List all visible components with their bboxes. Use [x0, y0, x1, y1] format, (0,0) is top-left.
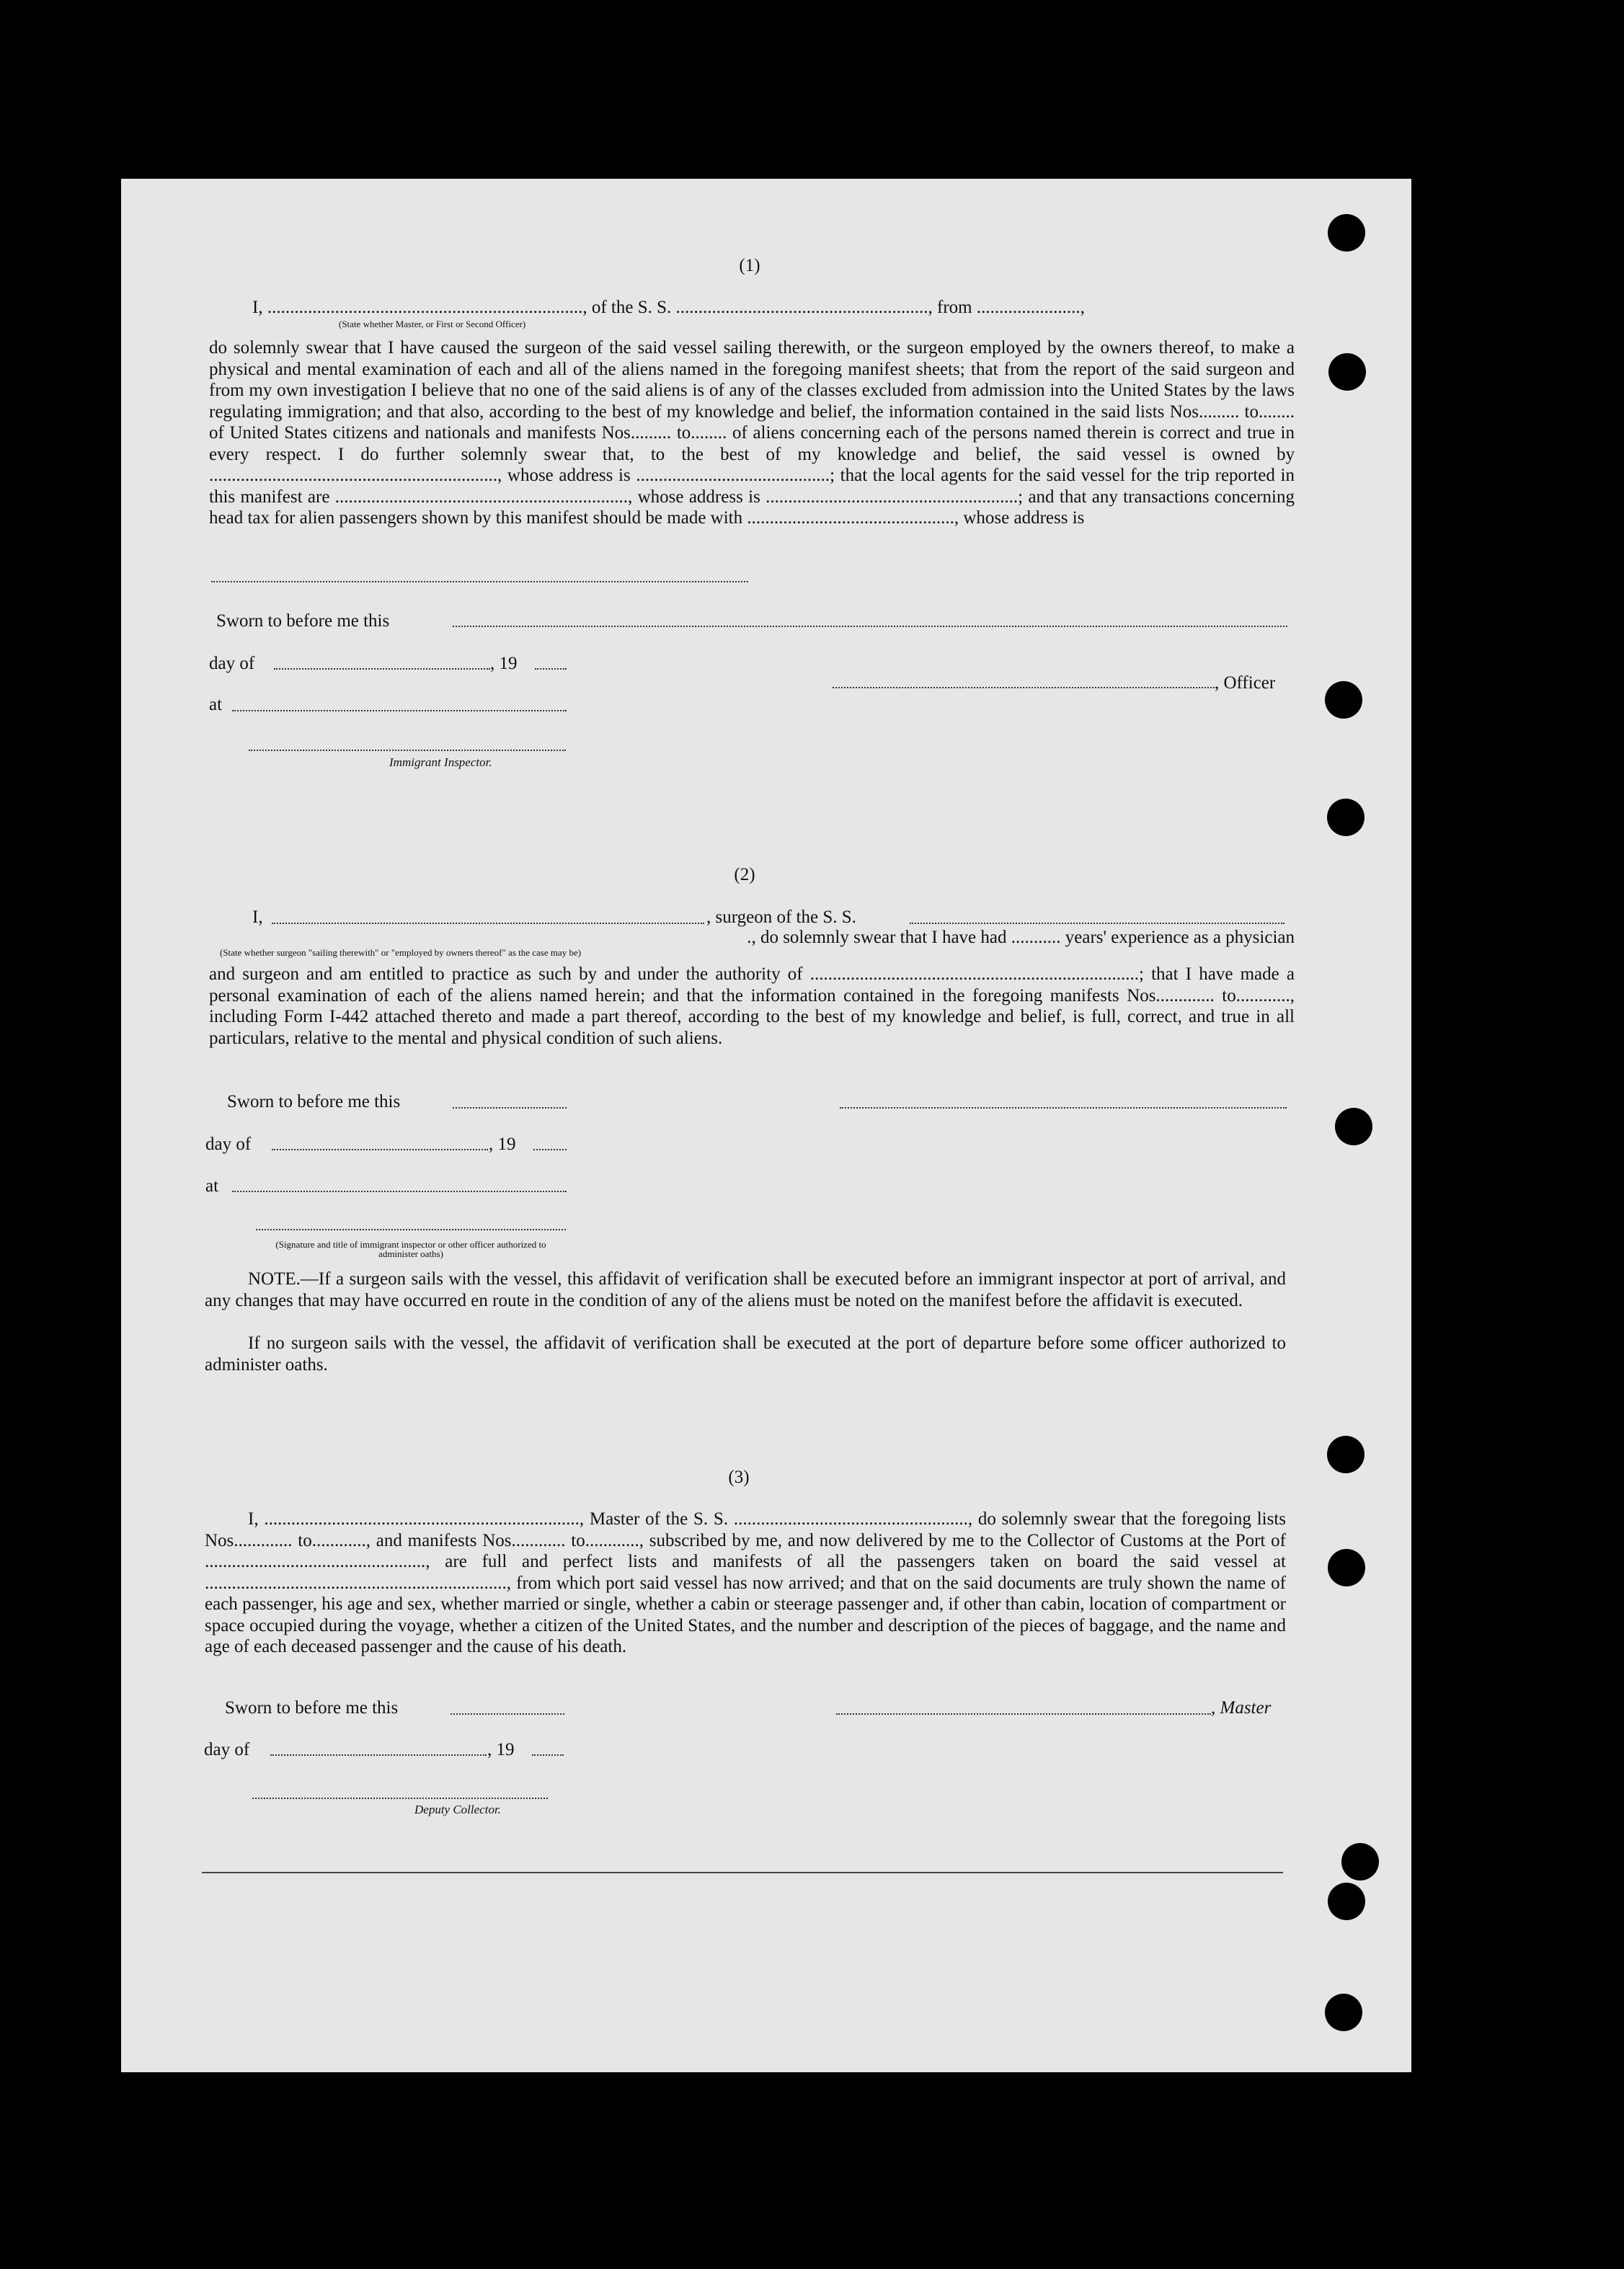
year-line — [535, 668, 567, 670]
surgeon-of-ss: , surgeon of the S. S. — [706, 907, 856, 927]
section-2-opening-i: I, — [252, 907, 263, 927]
inspector-signature-line — [256, 1229, 566, 1230]
year-label: , 19 — [487, 1740, 515, 1759]
punch-hole — [1328, 1549, 1365, 1586]
section-1-opening-line: I, ......................................................................, of the S. S. ........................................................, from ......................., — [252, 298, 1085, 317]
master-signature-line — [836, 1713, 1211, 1715]
surgeon-vessel-line — [910, 923, 1284, 924]
section-1-number: (1) — [739, 256, 760, 275]
officer-signature-line — [833, 687, 1215, 688]
year-label: , 19 — [489, 1134, 516, 1154]
at-line — [232, 1191, 567, 1192]
inspector-signature-line — [249, 750, 566, 751]
day-of-label: day of — [204, 1740, 250, 1759]
punch-hole — [1328, 214, 1365, 252]
deputy-collector-caption: Deputy Collector. — [414, 1803, 501, 1816]
sworn-label: Sworn to before me this — [225, 1698, 399, 1718]
punch-hole — [1335, 1108, 1372, 1145]
day-of-label: day of — [209, 654, 255, 673]
day-of-label: day of — [205, 1134, 252, 1154]
day-line — [270, 1754, 487, 1756]
year-line — [533, 1149, 567, 1150]
officer-label — [1215, 673, 1275, 693]
section-2-number: (2) — [734, 865, 755, 884]
year-label: , 19 — [490, 654, 518, 673]
punch-hole — [1328, 353, 1366, 391]
day-line — [272, 1149, 488, 1150]
signature-line — [211, 581, 748, 582]
at-label: at — [209, 695, 223, 714]
master-label: , Master — [1211, 1698, 1272, 1718]
section-3-number: (3) — [728, 1467, 750, 1487]
sworn-date-line — [451, 1713, 564, 1715]
immigrant-inspector-caption: Immigrant Inspector. — [389, 755, 492, 769]
officer-signature-line — [840, 1107, 1287, 1109]
punch-hole — [1341, 1843, 1379, 1881]
sworn-label: Sworn to before me this — [216, 611, 390, 631]
year-line — [532, 1754, 564, 1756]
bottom-rule — [202, 1872, 1283, 1873]
section-1-rank-caption: (State whether Master, or First or Second Officer) — [339, 319, 526, 329]
sworn-date-line — [453, 1107, 567, 1109]
note-no-surgeon: If no surgeon sails with the vessel, the affidavit of verification shall be executed at the port of departure before some officer authorized to administer oaths. — [205, 1333, 1286, 1375]
punch-hole — [1325, 681, 1362, 719]
section-2-caption: (State whether surgeon "sailing therewith" or "employed by owners thereof" as the case may be) — [220, 947, 582, 958]
sworn-date-line — [453, 626, 1287, 627]
punch-hole — [1328, 1883, 1365, 1920]
punch-hole — [1327, 1436, 1365, 1473]
collector-signature-line — [252, 1798, 548, 1799]
section-2-experience-line: ., do solemnly swear that I have had ........... years' experience as a physician — [747, 928, 1295, 947]
section-2-oath-text: and surgeon and am entitled to practice as such by and under the authority of .........................................................................; that I have made a personal examination of each of the aliens named herein; and that the information contained in the foregoing manifests Nos............. to............, including Form I-442 attached thereto and made a part thereof, according to the best of my knowledge and belief, is full, correct, and true in all particulars, relative to the mental and physical condition of such aliens. — [209, 964, 1295, 1048]
officer-label-text: , Officer — [1215, 673, 1276, 693]
at-line — [232, 710, 567, 711]
punch-hole — [1325, 1994, 1362, 2031]
surgeon-name-line — [272, 923, 704, 924]
day-line — [274, 668, 490, 670]
signature-title-caption: (Signature and title of immigrant inspector or other officer authorized to administer oaths) — [275, 1239, 546, 1259]
sworn-label: Sworn to before me this — [227, 1092, 401, 1111]
section-1-oath-text: do solemnly swear that I have caused the surgeon of the said vessel sailing therewith, or the surgeon employed by the owners thereof, to make a physical and mental examination of each and all of the aliens named in the foregoing manifest sheets; that from the report of the said surgeon and from my own investigation I believe that no one of the said aliens is of any of the classes excluded from admission into the United States by the laws regulating immigration; and that also, according to the best of my knowledge and belief, the information contained in the said lists Nos......... to........ of United States citizens and nationals and manifests Nos......... to........ of aliens concerning each of the persons named therein is correct and true in every respect. I do further solemnly swear that, to the best of my knowledge and belief, the said vessel is owned by ................................................................, whose address is ...........................................; that the local agents for the said vessel for the trip reported in this manifest are ................................................................., whose address is ........................................................; and that any transactions concerning head tax for alien passengers shown by this manifest should be made with .............................................., whose address is — [209, 338, 1295, 528]
note-surgeon-sails: NOTE.—If a surgeon sails with the vessel, this affidavit of verification shall be executed before an immigrant inspector at port of arrival, and any changes that may have occurred en route in the condition of any of the aliens must be noted on the manifest before the affidavit is executed. — [205, 1269, 1286, 1310]
section-3-oath-text: I, ......................................................................, Master of the S. S. ...................................................., do solemnly swear that the foregoing lists Nos............. to............, and manifests Nos............ to............, subscribed by me, and now delivered by me to the Collector of Customs at the Port of ................................................., are full and perfect lists and manifests of all the passengers taken on board the said vessel at ..................................................................., from which port said vessel has now arrived; and that on the said documents are truly shown the name of each passenger, his age and sex, whether married or single, whether a cabin or steerage passenger and, if other than cabin, location of compartment or space occupied during the voyage, whether a citizen of the United States, and the number and description of the pieces of baggage, and the name and age of each deceased passenger and the cause of his death. — [205, 1509, 1286, 1656]
at-label: at — [205, 1176, 219, 1196]
punch-hole — [1327, 799, 1365, 836]
